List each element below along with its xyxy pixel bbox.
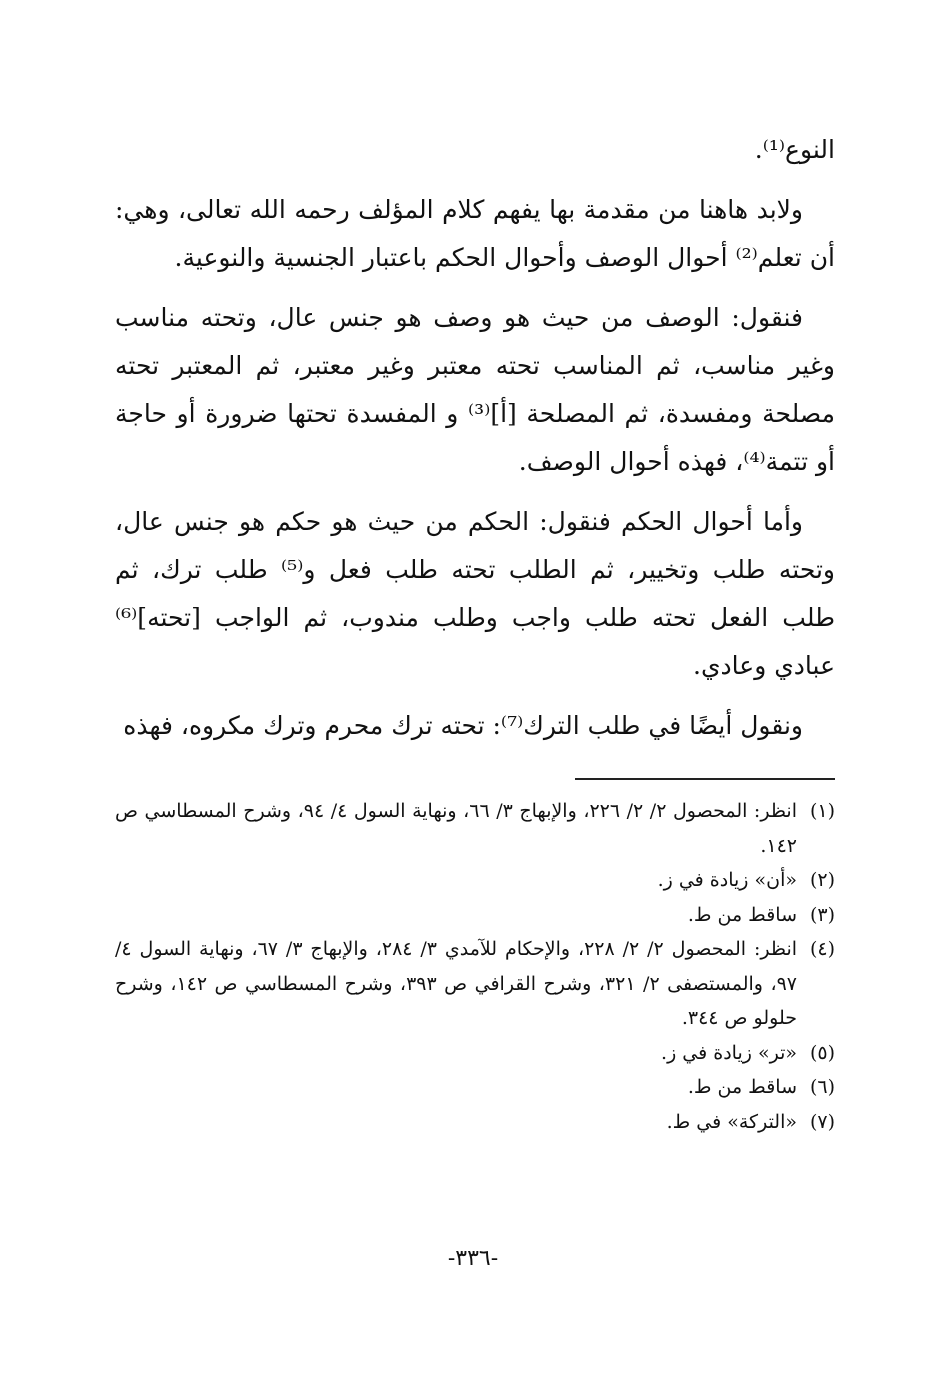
main-text bbox=[115, 126, 835, 750]
footnote-text: ساقط من ط. bbox=[687, 1076, 797, 1098]
footnote-text: ساقط من ط. bbox=[687, 903, 797, 926]
footnote-number: (٦) bbox=[809, 1076, 835, 1098]
footnote-item bbox=[115, 898, 835, 933]
footnote-number: (٣) bbox=[809, 903, 835, 926]
footnote-item bbox=[115, 863, 835, 898]
footnote-text: «تر» زيادة في ز. bbox=[661, 1041, 797, 1064]
footnote-number: (٤) bbox=[809, 938, 835, 960]
footnote-text: «التركة» في ط. bbox=[666, 1110, 797, 1133]
footnote-divider bbox=[575, 778, 835, 780]
footnote-item bbox=[115, 794, 835, 863]
footnote-item bbox=[115, 1070, 835, 1105]
page-content bbox=[115, 126, 835, 1139]
footnote-text: انظر: المحصول ٢/ ٢/ ٢٢٦، والإبهاج ٣/ ٦٦، ونهاية السول ٤/ ٩٤، وشرح المسطاسي ص ١٤٢. bbox=[115, 800, 797, 857]
footnote-number: (٢) bbox=[809, 869, 835, 891]
footnote-number: (١) bbox=[809, 800, 835, 822]
paragraph-1: النوع⁽¹⁾. bbox=[754, 135, 835, 164]
paragraph-3: فنقول: الوصف من حيث هو وصف هو جنس عال، وتحته مناسب وغير مناسب، ثم المناسب تحته معتبر وغير معتبر، ثم المعتبر تحته مصلحة ومفسدة، ثم المصلحة [أ]⁽³⁾ و المفسدة تحتها ضرورة أو حاجة أو تتمة⁽⁴⁾، فهذه أحوال الوصف. bbox=[115, 303, 835, 476]
footnote-text: «أن» زيادة في ز. bbox=[657, 869, 797, 891]
footnote-item bbox=[115, 1105, 835, 1140]
footnote-number: (٥) bbox=[809, 1041, 835, 1064]
footnote-number: (٧) bbox=[809, 1110, 835, 1133]
footnote-text: انظر: المحصول ٢/ ٢/ ٢٢٨، والإحكام للآمدي ٣/ ٢٨٤، والإبهاج ٣/ ٦٧، ونهاية السول ٤/ ٩٧، والمستصفى ٢/ ٣٢١، وشرح القرافي ص ٣٩٣، وشرح المسطاسي ص ١٤٢، وشرح حلولو ص ٣٤٤. bbox=[115, 938, 798, 1029]
paragraph-4: وأما أحوال الحكم فنقول: الحكم من حيث هو حكم هو جنس عال، وتحته طلب وتخيير، ثم الطلب تحته طلب فعل و⁽⁵⁾ طلب ترك، ثم طلب الفعل تحته طلب واجب وطلب مندوب، ثم الواجب [تحته]⁽⁶⁾ عبادي وعادي. bbox=[115, 507, 835, 680]
paragraph-2: ولابد هاهنا من مقدمة بها يفهم كلام المؤلف رحمه الله تعالى، وهي: أن تعلم⁽²⁾ أحوال الوصف وأحوال الحكم باعتبار الجنسية والنوعية. bbox=[115, 195, 835, 272]
page-number: -٣٣٦- bbox=[447, 1246, 499, 1271]
paragraph-5: ونقول أيضًا في طلب الترك⁽⁷⁾: تحته ترك محرم وترك مكروه، فهذه bbox=[123, 711, 803, 740]
footnotes bbox=[115, 794, 835, 1139]
footnote-item bbox=[115, 932, 835, 1036]
footnote-item bbox=[115, 1036, 835, 1071]
